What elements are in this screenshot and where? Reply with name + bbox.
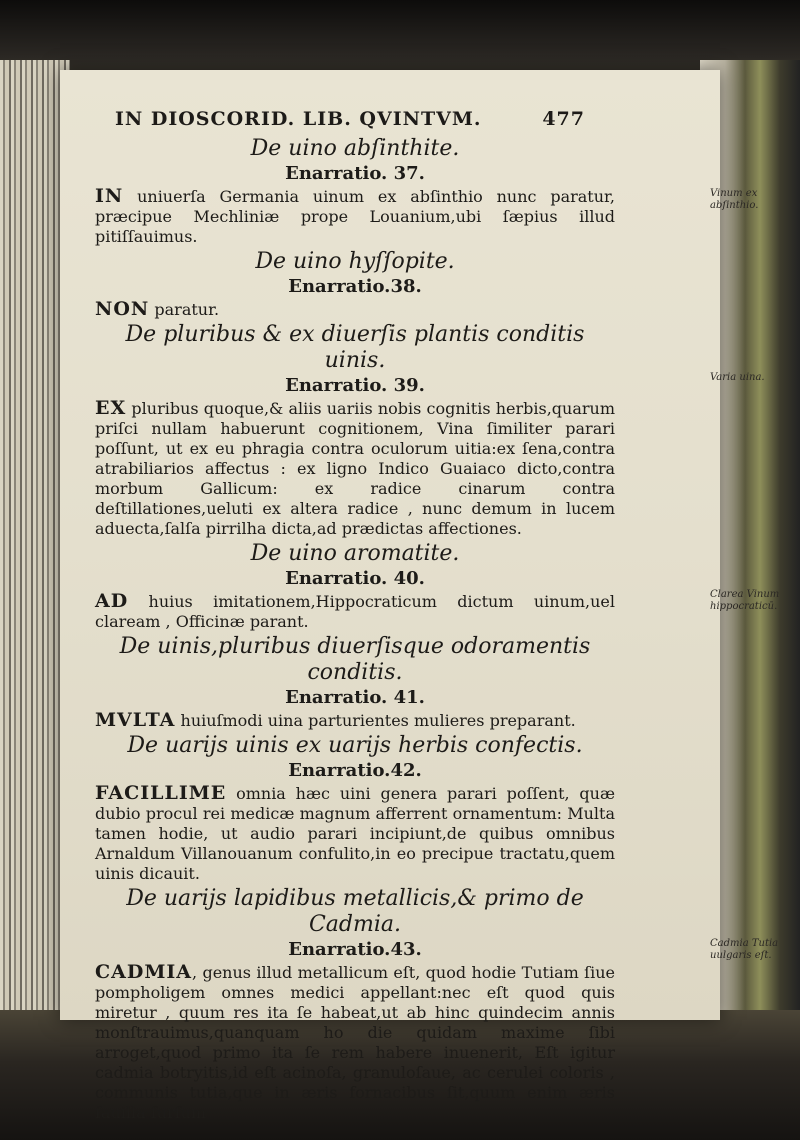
section-38 [95, 249, 705, 320]
running-head-title: IN DIOSCORID. LIB. QVINTVM. [115, 108, 482, 130]
section-text: NON paratur. [95, 298, 220, 320]
section-41 [95, 634, 705, 731]
margin-note: Clarea Vinum hippocraticū. [710, 589, 780, 612]
section-text: FACILLIME omnia hæc uini genera parari poſſent, quæ dubio procul rei medicæ magnum afferrent ornamentum: Multa tamen hodie, ut audio parari incipiunt,de quibus omnibus Arnaldum Villanouanum confulito,in eo precipue tractatu,quem uinis dicauit. [95, 782, 615, 883]
enarratio-heading: Enarratio. 41. [285, 687, 425, 708]
section-text: IN uniuerſa Germania uinum ex abſinthio nunc paratur, præcipue Mechliniæ prope Louanium,ubi ſæpius illud pitiſſauimus. [95, 185, 615, 246]
section-text: EX pluribus quoque,& aliis uariis nobis cognitis herbis,quarum priſci nullam habuerunt cognitionem, Vina ſimiliter parari poſſunt, ut ex eu phragia contra oculorum uitia:ex ſena,contra atrabiliarios affectus : ex ligno Indico Guaiaco dicto,contra morbum Gallicum: ex radice cinarum contra deſtillationes,ueluti ex altera radice , nunc demum in lucem aduecta,ſalſa pirrilha dicta,ad prædictas affectiones. [95, 397, 615, 538]
section-39 [95, 322, 765, 539]
section-text: CADMIA, genus illud metallicum eſt, quod hodie Tutiam ſiue pompholigem omnes medici appellant:nec eſt quod quis miretur , quum res ita ſe habeat,ut ab hinc quindecim annis monſtrauimus,quanquam ho die quidam maxime ſibi arroget,quod primo ita ſe rem habere inuenerit, Eſt igitur cadmia botryitis,id eſt acinoſa, granuloſaue, ac cerulei coloris , communis tutia,que in æris fornacibus ſit,quum enim æris fauilla ſurſum [95, 961, 615, 1122]
section-title: De uarijs uinis ex uarijs herbis confectis. [127, 733, 583, 758]
photo-top-background [0, 0, 800, 80]
section-text: MVLTA huiuſmodi uina parturientes mulieres preparant. [95, 709, 576, 731]
enarratio-heading: Enarratio. 39. [285, 375, 425, 396]
margin-note: Varia uina. [710, 372, 765, 383]
section-title: De uarijs lapidibus metallicis,& primo de Cadmia. [126, 886, 584, 937]
section-42 [95, 733, 705, 884]
section-title: De pluribus & ex diuerſis plantis conditis uinis. [125, 322, 585, 373]
enarratio-heading: Enarratio.43. [288, 939, 422, 960]
section-37 [95, 136, 759, 247]
page-number: 477 [542, 108, 585, 130]
margin-note: Vinum ex abſinthio. [710, 188, 759, 211]
section-title: De uinis,pluribus diuerſisque odoramentis conditis. [119, 634, 591, 685]
margin-note: Cadmia Tutia uulgaris eſt. [710, 938, 779, 961]
section-title: De uino hyſſopite. [255, 249, 455, 274]
page-text [95, 108, 780, 1123]
section-text: AD huius imitationem,Hippocraticum dictum uinum,uel claream , Officinæ parant. [95, 590, 615, 631]
section-40 [95, 541, 780, 632]
enarratio-heading: Enarratio.42. [288, 760, 422, 781]
enarratio-heading: Enarratio.38. [288, 276, 422, 297]
section-title: De uino aromatite. [250, 541, 460, 566]
section-title: De uino abſinthite. [250, 136, 460, 161]
section-43 [95, 886, 779, 1123]
running-head [115, 108, 585, 130]
enarratio-heading: Enarratio. 40. [285, 568, 425, 589]
enarratio-heading: Enarratio. 37. [285, 163, 425, 184]
